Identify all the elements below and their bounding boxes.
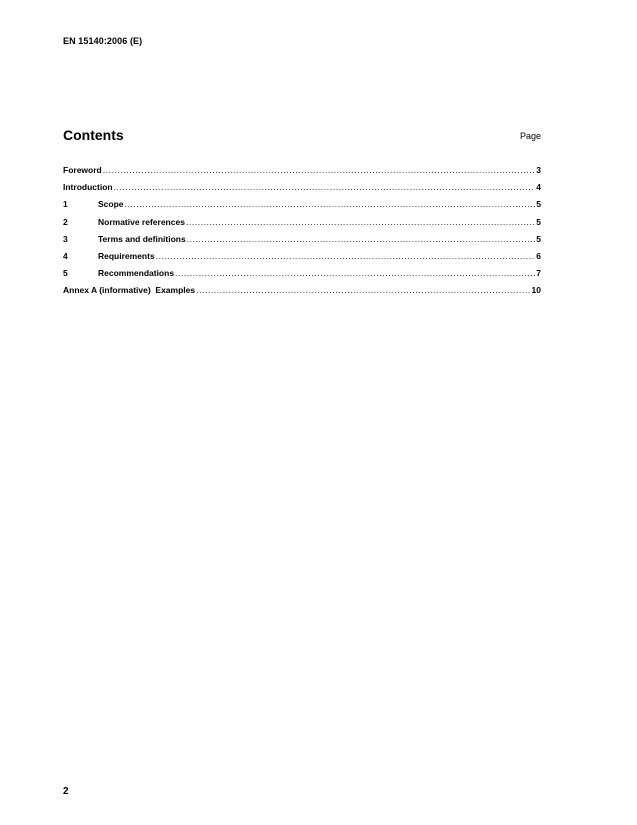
toc-entry-title: Introduction xyxy=(63,182,113,193)
toc-entry-number: 4 xyxy=(63,250,68,261)
toc-dot-leader xyxy=(114,182,536,192)
document-header: EN 15140:2006 (E) xyxy=(63,36,143,46)
toc-entry-normative-references[interactable] xyxy=(63,217,541,234)
toc-entry-page: 10 xyxy=(531,285,541,296)
toc-dot-leader xyxy=(186,217,535,227)
toc-dot-leader xyxy=(103,165,536,175)
toc-entry-page: 6 xyxy=(536,250,541,261)
toc-entry-introduction[interactable] xyxy=(63,182,541,199)
toc-entry-number: 2 xyxy=(63,216,68,227)
page-number: 2 xyxy=(63,786,69,797)
toc-entry-title: Recommendations xyxy=(98,268,175,279)
toc-entry-number: 5 xyxy=(63,268,68,279)
toc-entry-page: 5 xyxy=(536,199,541,210)
toc-entry-page: 5 xyxy=(536,216,541,227)
toc-entry-scope[interactable] xyxy=(63,199,541,216)
page-column-label: Page xyxy=(519,131,541,141)
toc-dot-leader xyxy=(175,268,535,278)
toc-entry-title: Terms and definitions xyxy=(98,233,186,244)
toc-entry-recommendations[interactable] xyxy=(63,268,541,285)
toc-entry-foreword[interactable] xyxy=(63,165,541,182)
toc-dot-leader xyxy=(156,251,536,261)
toc-entry-page: 3 xyxy=(536,165,541,175)
contents-heading: Contents xyxy=(63,127,124,143)
toc-entry-page: 7 xyxy=(536,268,541,279)
toc-entry-title: Requirements xyxy=(98,250,155,261)
toc-entry-number: 1 xyxy=(63,199,68,210)
toc-entry-page: 4 xyxy=(536,182,541,193)
toc-entry-requirements[interactable] xyxy=(63,251,541,268)
toc-entry-terms-and-definitions[interactable] xyxy=(63,234,541,251)
toc-entry-number: 3 xyxy=(63,233,68,244)
toc-entry-title: Scope xyxy=(98,199,124,210)
toc-dot-leader xyxy=(187,234,536,244)
toc-dot-leader xyxy=(125,199,536,209)
toc-entry-annex-a[interactable] xyxy=(63,285,541,302)
toc-dot-leader xyxy=(196,285,530,295)
toc-entry-title: Normative references xyxy=(98,216,185,227)
toc-entry-title: Annex A (informative) Examples xyxy=(63,285,196,296)
toc-entry-title: Foreword xyxy=(63,165,102,175)
toc-entry-page: 5 xyxy=(536,233,541,244)
table-of-contents xyxy=(63,165,541,303)
